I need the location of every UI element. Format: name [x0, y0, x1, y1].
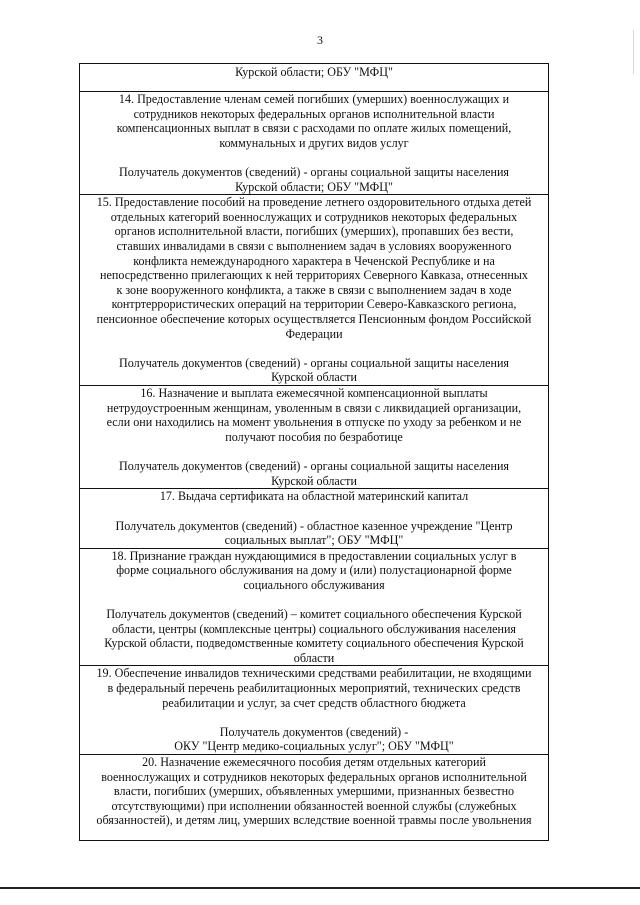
service-text-line: в федеральный перечень реабилитационных мероприятий, технических средств — [107, 681, 521, 696]
service-text-line: нетрудоустроенным женщинам, уволенным в связи с ликвидацией организации, — [106, 400, 522, 415]
recipient-text-line: Курской области — [271, 473, 357, 488]
table-cell-item-14 — [80, 92, 549, 195]
table-cell-item-15 — [80, 195, 549, 386]
table-cell-item-20 — [80, 755, 549, 841]
service-text-line: 14. Предоставление членам семей погибших (умерших) военнослужащих и — [118, 92, 510, 106]
service-text-line: получают пособия по безработице — [225, 429, 403, 444]
table-cell-item-18 — [80, 548, 549, 666]
service-text-line: власти, погибших (умерших, объявленных умершими, признанных безвестно — [113, 784, 515, 799]
spacer — [83, 150, 545, 165]
services-table — [79, 63, 549, 841]
recipient-text-line: области — [293, 650, 335, 665]
spacer — [83, 504, 545, 519]
recipient-text-line: Получатель документов (сведений) - органы социальной защиты населения — [119, 355, 509, 370]
spacer — [83, 341, 545, 356]
service-text-line: если они находились на момент увольнения в отпуске по уходу за ребенком и не — [106, 415, 522, 430]
service-text-line: 17. Выдача сертификата на областной материнский капитал — [159, 489, 469, 504]
table-cell-item-17 — [80, 489, 549, 548]
service-text-line: 18. Признание граждан нуждающимися в предоставлении социальных услуг в — [111, 548, 517, 563]
page-bottom-rule — [0, 887, 640, 889]
recipient-text-line: социальных выплат"; ОБУ "МФЦ" — [224, 533, 404, 548]
service-text-line: отдельных категорий военнослужащих и сотрудников некоторых федеральных — [110, 209, 518, 224]
service-text-line: непосредственно прилегающих к ней территориях Северного Кавказа, отнесенных — [100, 268, 528, 283]
table-cell-item-19 — [80, 666, 549, 755]
recipient-text-line: области, центры (комплексные центры) социального обслуживания населения — [112, 621, 516, 636]
table-row — [80, 755, 549, 841]
service-text-line: 20. Назначение ежемесячного пособия детям отдельных категорий — [142, 755, 486, 769]
service-text-line: к зоне вооруженного конфликта, а также в связи с выполнением задач в ходе — [116, 282, 512, 297]
recipient-text-line: Получатель документов (сведений) – комитет социального обеспечения Курской — [106, 607, 522, 622]
service-text-line: компенсационных выплат в связи с расходами по оплате жилых помещений, — [116, 121, 512, 136]
service-text-line: социального обслуживания — [243, 577, 385, 592]
service-text-line: военнослужащих и сотрудников некоторых федеральных органов исполнительной — [101, 769, 527, 784]
service-text-line: обязанностей), и детям лиц, умерших вследствие военной травмы после увольнения — [96, 813, 532, 828]
service-text-line: Федерации — [285, 326, 343, 341]
table-row — [80, 195, 549, 386]
recipient-text-line: ОКУ "Центр медико-социальных услуг"; ОБУ "МФЦ" — [174, 739, 454, 754]
service-text-line: органов исполнительной власти, погибших (умерших), пропавших без вести, — [114, 224, 514, 239]
table-row — [80, 386, 549, 489]
service-text-line: ставших инвалидами в связи с выполнением задач в условиях вооруженного — [116, 238, 512, 253]
page-number: 3 — [317, 33, 323, 47]
service-text-line: пенсионное обеспечение которых осуществляется Пенсионным фондом Российской — [96, 311, 532, 326]
table-row — [80, 548, 549, 666]
recipient-text-line: Получатель документов (сведений) - органы социальной защиты населения — [119, 459, 509, 474]
table-row — [80, 666, 549, 755]
table-cell-item-16 — [80, 386, 549, 489]
service-text-line: 19. Обеспечение инвалидов техническими средствами реабилитации, не входящими — [96, 666, 532, 681]
service-text-line: 16. Назначение и выплата ежемесячной компенсационной выплаты — [140, 386, 488, 401]
table-row — [80, 489, 549, 548]
recipient-text-line: Получатель документов (сведений) - органы социальной защиты населения — [119, 164, 509, 179]
service-text-line: форме социального обслуживания на дому и (или) полустационарной форме — [116, 563, 512, 578]
service-text-line: сотрудников некоторых федеральных органов исполнительной власти — [133, 106, 495, 121]
spacer — [83, 592, 545, 607]
service-text-line: контртеррористических операций на территории Северо-Кавказского региона, — [111, 297, 517, 312]
recipient-text-line: Курской области; ОБУ "МФЦ" — [235, 179, 393, 194]
text-line: Курской области; ОБУ "МФЦ" — [235, 65, 393, 79]
recipient-text-line: Получатель документов (сведений) - — [219, 724, 409, 739]
table-row — [80, 92, 549, 195]
service-text-line: 15. Предоставление пособий на проведение летнего оздоровительного отдыха детей — [96, 195, 532, 210]
service-text-line: коммунальных и других видов услуг — [219, 135, 409, 150]
recipient-text-line: Курской области — [271, 370, 357, 385]
recipient-text-line: Получатель документов (сведений) - областное казенное учреждение "Центр — [115, 518, 513, 533]
spacer — [83, 710, 545, 725]
table-cell-continuation — [80, 64, 549, 92]
service-text-line: реабилитации и услуг, за счет средств областного бюджета — [162, 695, 466, 710]
scan-edge-mark — [633, 30, 634, 74]
table-row — [80, 64, 549, 92]
spacer — [83, 445, 545, 460]
recipient-text-line: Курской области, подведомственные комитету социального обеспечения Курской — [104, 636, 524, 651]
service-text-line: конфликта немеждународного характера в Чеченской Республике и на — [133, 253, 495, 268]
service-text-line: отсутствующими) при исполнении обязанностей военной службы (служебных — [111, 798, 517, 813]
